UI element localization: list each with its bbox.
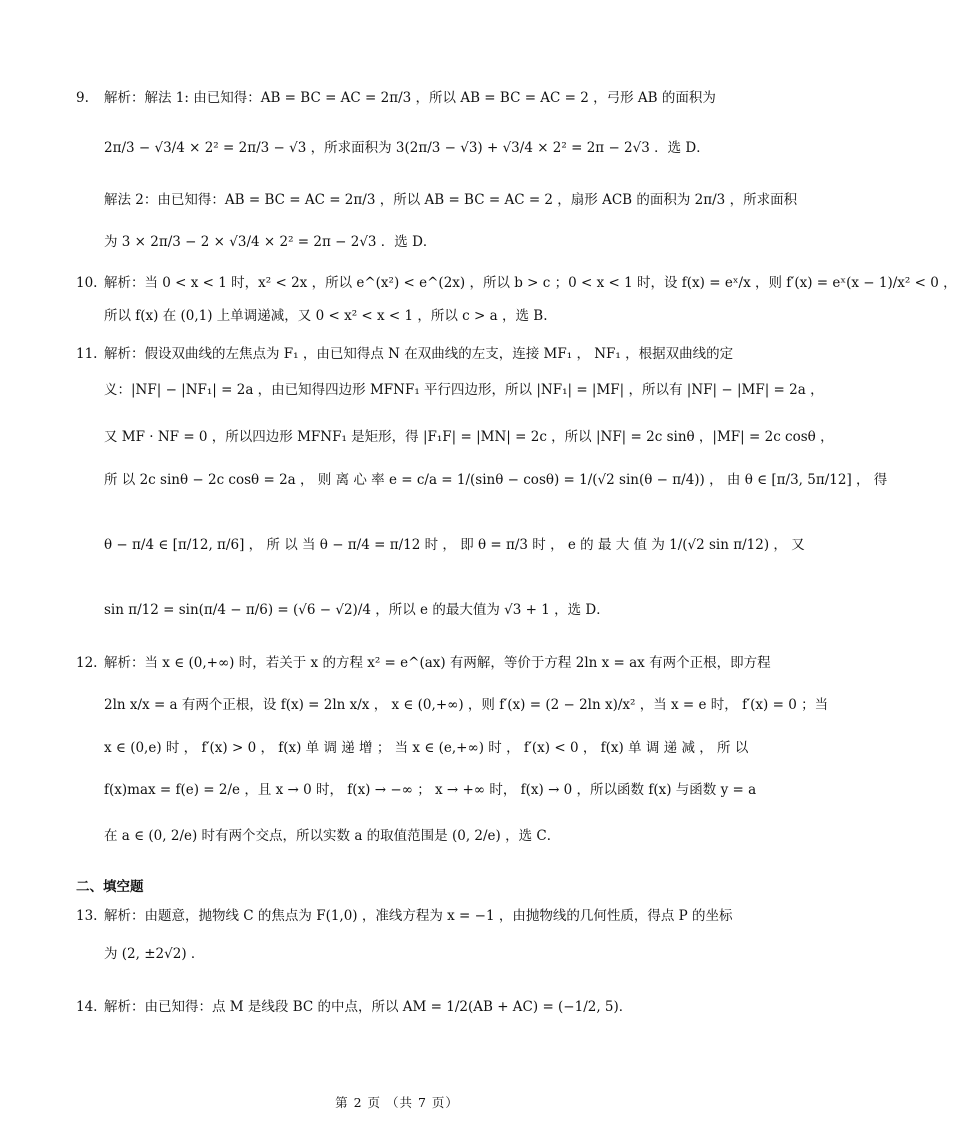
item-number: 12. — [76, 655, 98, 671]
solution-line: 又 MF · NF = 0 ，所以四边形 MFNF₁ 是矩形，得 |F₁F| = |MN| = 2c ，所以 |NF| = 2c sinθ ，|MF| = 2c cosθ ， — [104, 429, 834, 445]
solution-line: 2π/3 − √3/4 × 2² = 2π/3 − √3 ，所求面积为 3(2π/3 − √3) + √3/4 × 2² = 2π − 2√3 ．选 D． — [104, 140, 710, 156]
solution-line: 解析：当 0 < x < 1 时，x² < 2x ，所以 e^(x²) < e^(2x) ，所以 b > c ；0 < x < 1 时，设 f(x) = eˣ/x ，则 f′(x) = eˣ(x − 1)/x² < 0 ， — [104, 275, 957, 291]
solution-line: θ − π/4 ∈ [π/12, π/6] ， 所 以 当 θ − π/4 = π/12 时 ， 即 θ = π/3 时 ， e 的 最 大 值 为 1/(√2 sin π/12) ， 又 — [104, 537, 805, 553]
item-number: 11. — [76, 346, 98, 362]
item-number: 14. — [76, 999, 98, 1015]
solution-line: 解析：解法 1: 由已知得：AB = BC = AC = 2π/3 ，所以 AB = BC = AC = 2 ，弓形 AB 的面积为 — [104, 90, 716, 106]
solution-line: 在 a ∈ (0, 2/e) 时有两个交点，所以实数 a 的取值范围是 (0, 2/e) ，选 C． — [104, 828, 561, 844]
solution-line: 解析：当 x ∈ (0,+∞) 时，若关于 x 的方程 x² = e^(ax) 有两解，等价于方程 2ln x = ax 有两个正根，即方程 — [104, 655, 771, 671]
page-footer: 第 2 页 （共 7 页） — [335, 1095, 459, 1110]
solution-line: sin π/12 = sin(π/4 − π/6) = (√6 − √2)/4 ，所以 e 的最大值为 √3 + 1 ，选 D． — [104, 602, 610, 618]
solution-line: x ∈ (0,e) 时 ， f′(x) > 0 ， f(x) 单 调 递 增 ； 当 x ∈ (e,+∞) 时 ， f′(x) < 0 ， f(x) 单 调 递 减 ， 所 以 — [104, 740, 749, 756]
solution-line: 为 3 × 2π/3 − 2 × √3/4 × 2² = 2π − 2√3 ．选 D． — [104, 234, 437, 250]
solution-line: 解析：由题意，抛物线 C 的焦点为 F(1,0) ，准线方程为 x = −1 ，由抛物线的几何性质，得点 P 的坐标 — [104, 908, 733, 924]
solution-line: 解法 2：由已知得：AB = BC = AC = 2π/3 ，所以 AB = BC = AC = 2 ，扇形 ACB 的面积为 2π/3 ，所求面积 — [104, 192, 798, 208]
section-heading: 二、填空题 — [76, 879, 144, 895]
solution-line: 所以 f(x) 在 (0,1) 上单调递减，又 0 < x² < x < 1 ，所以 c > a ，选 B. — [104, 308, 548, 324]
item-number: 10. — [76, 275, 98, 291]
solution-line: 为 (2, ±2√2) ． — [104, 946, 205, 962]
solution-line: 2ln x/x = a 有两个正根，设 f(x) = 2ln x/x ， x ∈ (0,+∞) ，则 f′(x) = (2 − 2ln x)/x² ，当 x = e 时， f′(x) = 0 ；当 — [104, 697, 829, 713]
solution-line: 义：|NF| − |NF₁| = 2a ，由已知得四边形 MFNF₁ 平行四边形，所以 |NF₁| = |MF| ，所以有 |NF| − |MF| = 2a ， — [104, 382, 824, 398]
solution-line: 解析：由已知得：点 M 是线段 BC 的中点，所以 AM = 1/2(AB + AC) = (−1/2, 5)． — [104, 999, 633, 1015]
solution-line: f(x)max = f(e) = 2/e ，且 x → 0 时， f(x) → −∞ ； x → +∞ 时， f(x) → 0 ，所以函数 f(x) 与函数 y = a — [104, 782, 757, 798]
item-number: 13. — [76, 908, 98, 924]
item-number: 9. — [76, 90, 89, 106]
solution-line: 所 以 2c sinθ − 2c cosθ = 2a ， 则 离 心 率 e = c/a = 1/(sinθ − cosθ) = 1/(√2 sin(θ − π/4)) ， 由 θ ∈ [π/3, 5π/12] ， 得 — [104, 472, 888, 488]
solution-line: 解析：假设双曲线的左焦点为 F₁ ，由已知得点 N 在双曲线的左支，连接 MF₁ ， NF₁ ，根据双曲线的定 — [104, 346, 734, 362]
